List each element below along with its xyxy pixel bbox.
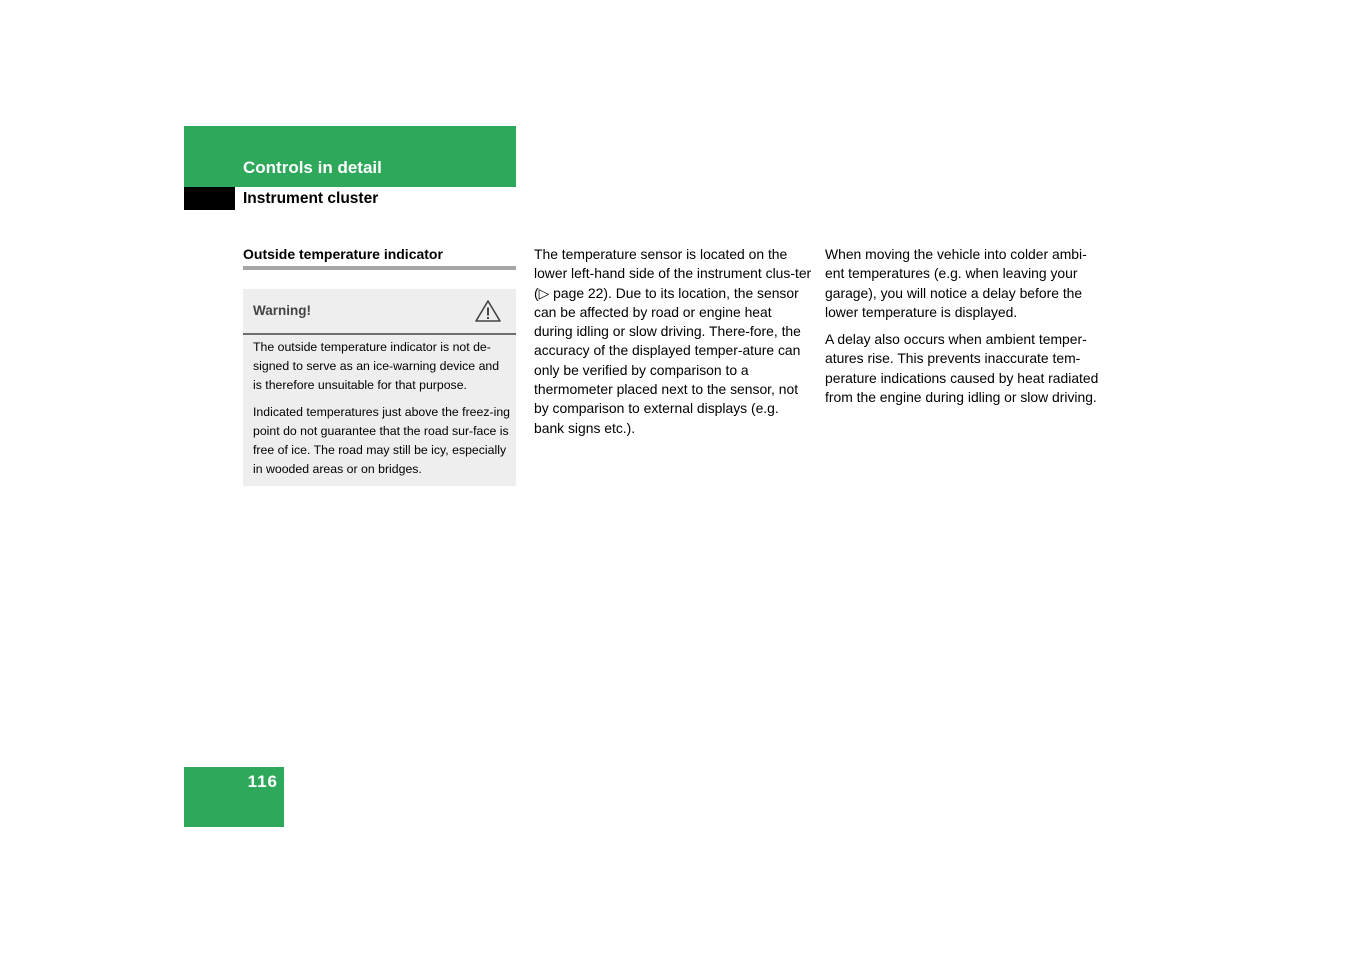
- subheading-rule: [243, 266, 516, 270]
- subheading: Outside temperature indicator: [243, 246, 443, 262]
- body-column-middle: [534, 245, 812, 446]
- section-title: Instrument cluster: [243, 190, 379, 207]
- body-paragraph: The temperature sensor is located on the lower left-hand side of the instrument clus-ter (▷ page 22). Due to its location, the sensor can be affected by road or engine heat during idling or slow driving. There-fore, the accuracy of the displayed temper-ature can only be verified by comparison to a thermometer placed next to the sensor, not by comparison to external displays (e.g. bank signs etc.).: [534, 246, 812, 436]
- warning-body: [253, 338, 511, 486]
- body-column-right: [825, 245, 1103, 415]
- warning-triangle-icon: [474, 299, 502, 323]
- page-number-box: [184, 767, 284, 827]
- warning-paragraph: The outside temperature indicator is not de-signed to serve as an ice-warning device and is therefore unsuitable for that purpose.: [253, 340, 500, 393]
- warning-box: [243, 289, 516, 486]
- warning-paragraph: Indicated temperatures just above the freez-ing point do not guarantee that the road sur-face is free of ice. The road may still be icy, especially in wooded areas or on bridges.: [253, 404, 511, 477]
- warning-label: Warning!: [253, 303, 311, 318]
- page-number: 116: [247, 772, 278, 791]
- body-paragraph: When moving the vehicle into colder ambi-ent temperatures (e.g. when leaving your garage), you will notice a delay before the lower temperature is displayed.: [825, 246, 1087, 320]
- body-paragraph: A delay also occurs when ambient temper-atures rise. This prevents inaccurate tem-perature indications caused by heat radiated from the engine during idling or slow driving.: [825, 331, 1099, 406]
- warning-header: [243, 289, 516, 335]
- chapter-title: Controls in detail: [243, 158, 382, 177]
- section-tab-marker: [184, 187, 235, 210]
